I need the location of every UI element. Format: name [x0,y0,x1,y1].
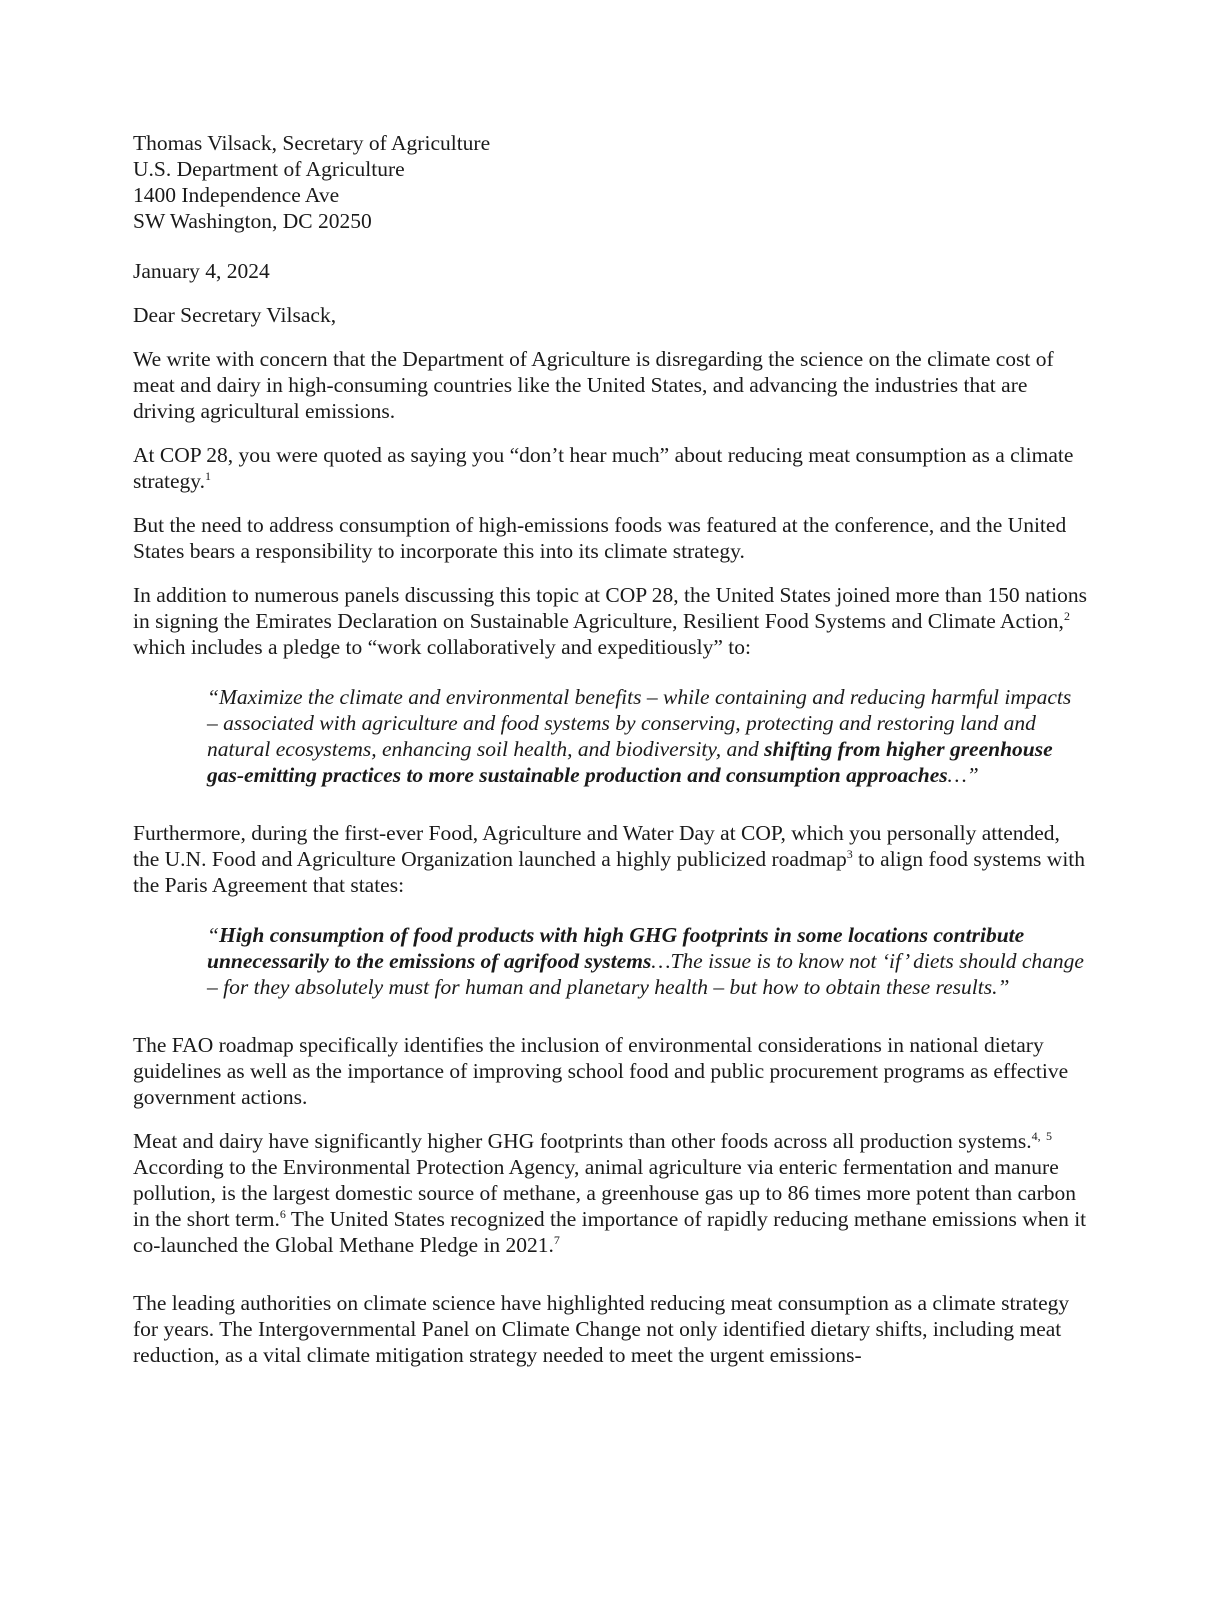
quote-fao-roadmap [207,922,1087,1000]
quote-1-emphasis: shifting from higher greenhouse gas-emitting practices to more sustainable production and consumption approaches [207,737,1053,787]
salutation: Dear Secretary Vilsack, [133,303,337,327]
footnote-ref-5: 5 [1046,1128,1052,1143]
paragraph-5 [133,820,1088,898]
paragraph-3: But the need to address consumption of high-emissions foods was featured at the conference, and the United States bears a responsibility to incorporate this into its climate strategy. [133,513,1067,563]
footnote-ref-1: 1 [205,468,212,483]
paragraph-2-text: At COP 28, you were quoted as saying you “don’t hear much” about reducing meat consumption as a climate strategy. [133,443,1074,493]
paragraph-6: The FAO roadmap specifically identifies the inclusion of environmental considerations in national dietary guidelines as well as the importance of improving school food and public procurement programs as effective government actions. [133,1033,1069,1109]
address-line-3: 1400 Independence Ave [133,183,340,207]
paragraph-7-text-a: Meat and dairy have significantly higher GHG footprints than other foods across all production systems. [133,1129,1032,1153]
quote-2-text-c: …The issue is to know not ‘if’ diets should change – for they absolutely must for human and planetary health – but how to obtain these results.” [207,949,1084,999]
paragraph-7 [133,1128,1088,1258]
address-line-1: Thomas Vilsack, Secretary of Agriculture [133,131,491,155]
paragraph-4-text-a: In addition to numerous panels discussing this topic at COP 28, the United States joined more than 150 nations in signing the Emirates Declaration on Sustainable Agriculture, Resilient Food Systems and Climate Action, [133,583,1088,633]
recipient-address [133,130,1088,234]
quote-2-text-a: “ [207,923,219,947]
address-line-2: U.S. Department of Agriculture [133,157,405,181]
paragraph-8: The leading authorities on climate science have highlighted reducing meat consumption as a climate strategy for years. The Intergovernmental Panel on Climate Change not only identified dietary shifts, including meat reduction, as a vital climate mitigation strategy needed to meet the urgent emissions- [133,1291,1070,1367]
paragraph-2 [133,442,1088,494]
paragraph-5-text-b: to align food systems with the Paris Agreement that states: [133,847,1086,897]
address-line-4: SW Washington, DC 20250 [133,209,372,233]
letter-body [133,130,1088,1368]
paragraph-7-text-c: The United States recognized the importance of rapidly reducing methane emissions when it co-launched the Global Methane Pledge in 2021. [133,1207,1087,1257]
quote-2-emphasis: High consumption of food products with high GHG footprints in some locations contribute unnecessarily to the emissions of agrifood systems [207,923,1025,973]
footnote-ref-3: 3 [846,846,853,861]
quote-emirates-declaration [207,684,1087,788]
quote-1-text-a: “Maximize the climate and environmental benefits – while containing and reducing harmful impacts – associated with agriculture and food systems by conserving, protecting and restoring land and natural ecosystems, enhancing soil health, and biodiversity, and [207,685,1072,761]
quote-1-text-c: …” [947,763,979,787]
paragraph-1: We write with concern that the Department of Agriculture is disregarding the science on the climate cost of meat and dairy in high-consuming countries like the United States, and advancing the industries that are driving agricultural emissions. [133,347,1054,423]
footnote-ref-7: 7 [553,1232,560,1247]
footnote-ref-4: 4, [1031,1128,1041,1143]
paragraph-4 [133,582,1088,660]
footnote-ref-2: 2 [1063,608,1070,623]
paragraph-4-text-b: which includes a pledge to “work collaboratively and expeditiously” to: [133,635,751,659]
footnote-ref-6: 6 [279,1206,286,1221]
letter-date: January 4, 2024 [133,259,270,283]
paragraph-5-text-a: Furthermore, during the first-ever Food, Agriculture and Water Day at COP, which you personally attended, the U.N. Food and Agriculture Organization launched a highly publicized roadmap [133,821,1060,871]
paragraph-7-text-b: According to the Environmental Protection Agency, animal agriculture via enteric fermentation and manure pollution, is the largest domestic source of methane, a greenhouse gas up to 86 times more potent than carbon in the short term. [133,1155,1076,1231]
